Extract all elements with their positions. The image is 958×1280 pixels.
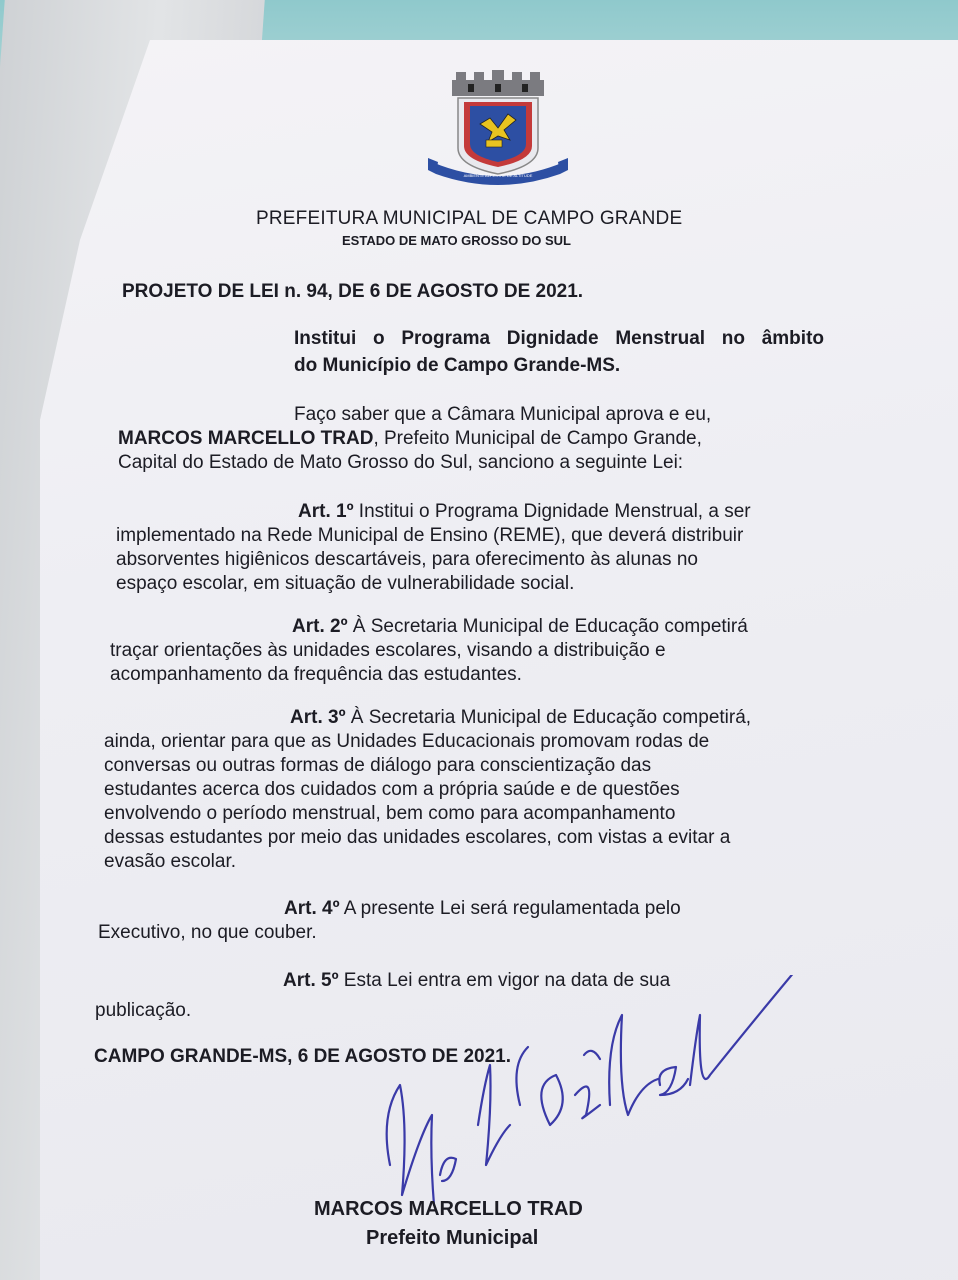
word: Menstrual: [615, 328, 706, 349]
article-line: espaço escolar, em situação de vulnerabilidade social.: [116, 573, 575, 594]
article-label: Art. 5º: [283, 970, 339, 991]
preamble-line: [118, 427, 814, 451]
article-text: A presente Lei será regulamentada pelo: [339, 898, 681, 919]
article-text: À Secretaria Municipal de Educação competirá,: [345, 707, 752, 728]
article-line: [110, 615, 816, 639]
place-and-date: CAMPO GRANDE-MS, 6 DE AGOSTO DE 2021.: [94, 1046, 512, 1067]
article-2: [110, 615, 816, 687]
article-label: Art. 2º: [292, 616, 348, 637]
article-line: publicação.: [95, 1000, 192, 1021]
article-line: [116, 500, 816, 524]
state-subtitle: ESTADO DE MATO GROSSO DO SUL: [342, 233, 571, 248]
word: âmbito: [761, 328, 824, 349]
bill-summary-line: do Município de Campo Grande-MS.: [294, 355, 621, 376]
article-text: À Secretaria Municipal de Educação competirá: [347, 616, 748, 637]
bill-summary: [294, 325, 824, 379]
article-line: traçar orientações às unidades escolares, visando a distribuição e: [110, 640, 666, 661]
city-hall-title: PREFEITURA MUNICIPAL DE CAMPO GRANDE: [256, 208, 683, 229]
article-text: Institui o Programa Dignidade Menstrual, a ser: [353, 501, 751, 522]
article-line: absorventes higiênicos descartáveis, para oferecimento às alunas no: [116, 549, 698, 570]
article-line: implementado na Rede Municipal de Ensino (REME), que deverá distribuir: [116, 525, 744, 546]
article-3: [104, 706, 816, 874]
crown-icon: [452, 70, 544, 96]
article-line: dessas estudantes por meio das unidades escolares, com vistas a evitar a: [104, 827, 731, 848]
article-line: [104, 706, 816, 730]
word: Institui: [294, 328, 357, 349]
article-line: evasão escolar.: [104, 851, 237, 872]
signer-name: MARCOS MARCELLO TRAD: [314, 1198, 583, 1220]
word: Dignidade: [506, 328, 599, 349]
article-label: Art. 3º: [290, 707, 346, 728]
article-line: conversas ou outras formas de diálogo para conscientização das: [104, 755, 652, 776]
article-text: Esta Lei entra em vigor na data de sua: [338, 970, 671, 991]
article-line: Executivo, no que couber.: [98, 922, 317, 943]
article-4: [98, 897, 816, 945]
municipal-crest-icon: [428, 70, 568, 190]
article-label: Art. 4º: [284, 898, 340, 919]
article-5: [95, 966, 815, 1026]
article-line: [95, 966, 815, 996]
article-line: estudantes acerca dos cuidados com a própria saúde e de questões: [104, 779, 680, 800]
preamble-text: , Prefeito Municipal de Campo Grande,: [373, 428, 702, 449]
preamble-line: Faço saber que a Câmara Municipal aprova e eu,: [294, 404, 712, 425]
bill-title: PROJETO DE LEI n. 94, DE 6 DE AGOSTO DE 2021.: [122, 281, 584, 302]
article-1: [116, 500, 816, 596]
article-label: Art. 1º: [298, 501, 354, 522]
article-line: ainda, orientar para que as Unidades Educacionais promovam rodas de: [104, 731, 710, 752]
word: no: [721, 328, 745, 349]
signer-role: Prefeito Municipal: [366, 1227, 539, 1249]
preamble-line: Capital do Estado de Mato Grosso do Sul, sanciono a seguinte Lei:: [118, 452, 684, 473]
bill-summary-line: [294, 325, 824, 352]
article-line: [98, 897, 816, 921]
article-line: envolvendo o período menstrual, bem como para acompanhamento: [104, 803, 676, 824]
crest-ribbon-text: AMBIENTE ALPESTRE DE ALTITUDE: [463, 173, 533, 178]
preamble: [118, 403, 814, 475]
word: o: [373, 328, 385, 349]
word: Programa: [401, 328, 491, 349]
mayor-name: MARCOS MARCELLO TRAD: [118, 428, 374, 449]
article-line: acompanhamento da frequência das estudantes.: [110, 664, 522, 685]
